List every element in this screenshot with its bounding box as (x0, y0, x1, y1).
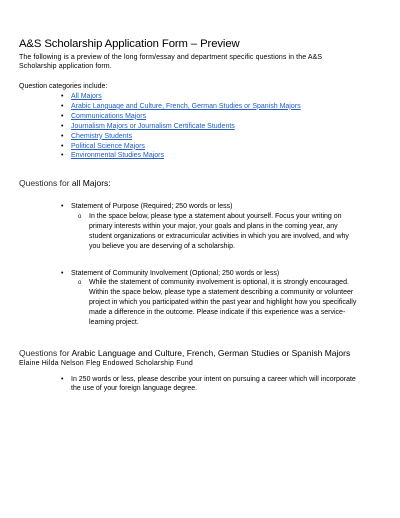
list-item (71, 132, 360, 142)
heading-highlight: all Majors: (71, 178, 111, 189)
section-heading-language-majors (19, 348, 360, 359)
link-communications-majors[interactable]: Communications Majors (71, 112, 147, 120)
link-chemistry-students[interactable]: Chemistry Students (71, 132, 133, 140)
question-item (71, 202, 360, 251)
question-sublist (71, 212, 360, 252)
link-environmental-studies-majors[interactable]: Environmental Studies Majors (71, 152, 164, 160)
heading-highlight: Arabic Language and Culture, French, German Studies or Spanish Majors (71, 347, 351, 358)
question-title: Statement of Purpose (Required; 250 words or less) (71, 203, 233, 211)
section-heading-all-majors (19, 178, 360, 189)
category-list (19, 92, 360, 161)
link-all-majors[interactable]: All Majors (71, 93, 102, 100)
list-item (71, 112, 360, 122)
categories-label: Question categories include: (19, 83, 108, 90)
question-sublist (71, 278, 360, 328)
intro-text: The following is a preview of the long form/essay and department specific questions in the A&S Scholarship application form. (19, 54, 323, 70)
fund-name: Elaine Hilda Nelson Fleg Endowed Scholarship Fund (19, 359, 194, 367)
link-political-science-majors[interactable]: Political Science Majors (71, 142, 145, 150)
list-item (71, 92, 360, 102)
question-detail: o In the space below, please type a statement about yourself. Focus your writing on primary interests within your major, your goals and plans in the coming year, any student organizations or extracurricular activities in which you are involved, and why you believe you are deserving of a scholarship. (89, 212, 360, 252)
question-item (71, 269, 360, 328)
page-title: A&S Scholarship Application Form – Preview (19, 38, 240, 50)
list-item (71, 151, 360, 161)
heading-prefix: Questions for (19, 178, 72, 189)
question-list-all-majors (19, 202, 360, 327)
list-item (71, 122, 360, 132)
question-list-language-majors (19, 375, 360, 393)
heading-prefix: Questions for (19, 347, 72, 358)
question-title: Statement of Community Involvement (Optional; 250 words or less) (71, 269, 280, 277)
link-language-majors[interactable]: Arabic Language and Culture, French, German Studies or Spanish Majors (71, 102, 301, 110)
question-detail: o While the statement of community involvement is optional, it is strongly encouraged. Within the space below, please type a statement describing a community or volunteer project in which you participated within the past year and highlight how you specifically made a difference in the outcome. Please indicate if this experience was a service-learning project. (89, 278, 360, 328)
question-item: • In 250 words or less, please describe your intent on pursuing a career which will incorporate the use of your foreign language degree. (71, 375, 360, 393)
list-item (71, 142, 360, 152)
list-item (71, 102, 360, 112)
link-journalism-majors[interactable]: Journalism Majors or Journalism Certificate Students (71, 122, 235, 130)
